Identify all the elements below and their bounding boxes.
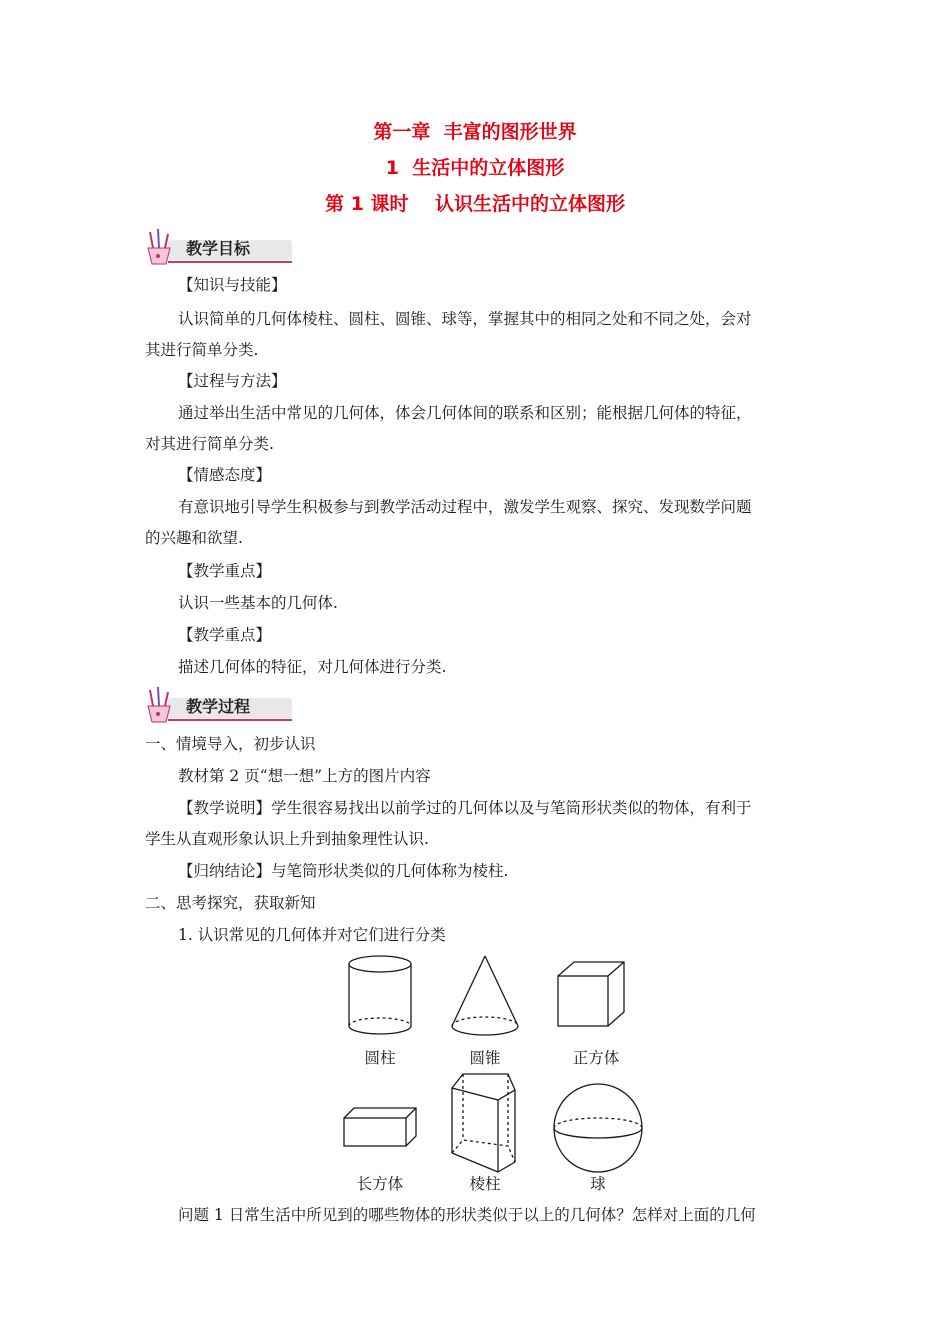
key2-text: 描述几何体的特征，对几何体进行分类.	[178, 658, 447, 676]
key2-heading: 【教学重点】	[178, 626, 272, 644]
section1-conclusion: 【归纳结论】与笔筒形状类似的几何体称为棱柱.	[178, 862, 509, 880]
section2-heading: 二、思考探究，获取新知	[145, 894, 316, 912]
method-heading: 【过程与方法】	[178, 372, 287, 390]
method-text-1: 通过举出生活中常见的几何体，体会几何体间的联系和区别；能根据几何体的特征，	[178, 404, 752, 422]
key-heading: 【教学重点】	[178, 562, 272, 580]
title-block	[0, 114, 950, 222]
solids-figure	[330, 950, 660, 1200]
cylinder-shape	[349, 956, 411, 1034]
prism-label: 棱柱	[469, 1175, 501, 1193]
process-banner-label: 教学过程	[186, 697, 251, 716]
question-1: 问题 1 日常生活中所见到的哪些物体的形状类似于以上的几何体？怎样对上面的几何	[178, 1206, 756, 1224]
section-title: 1 生活中的立体图形	[385, 157, 565, 179]
chapter-title: 第一章 丰富的图形世界	[373, 121, 577, 143]
emotion-text-2: 的兴趣和欲望.	[145, 529, 243, 547]
section1-note-1: 【教学说明】学生很容易找出以前学过的几何体以及与笔筒形状类似的物体，有利于	[178, 799, 752, 817]
sphere-shape	[554, 1084, 642, 1172]
lesson-title: 第 1 课时 认识生活中的立体图形	[325, 193, 625, 215]
section1-note-2: 学生从直观形象认识上升到抽象理性认识.	[145, 830, 429, 848]
prism-shape	[452, 1074, 515, 1172]
key-text: 认识一些基本的几何体.	[178, 594, 338, 612]
method-text-2: 对其进行简单分类.	[145, 435, 274, 453]
cone-shape	[452, 956, 518, 1035]
section1-heading: 一、情境导入，初步认识	[145, 735, 316, 753]
cuboid-label: 长方体	[356, 1175, 404, 1193]
solids-drawing	[330, 950, 660, 1200]
emotion-heading: 【情感态度】	[178, 466, 272, 484]
goals-banner	[140, 226, 300, 268]
cuboid-shape	[344, 1108, 416, 1146]
section1-text: 教材第 2 页“想一想”上方的图片内容	[178, 767, 431, 785]
section2-text: 1. 认识常见的几何体并对它们进行分类	[178, 926, 446, 944]
cube-label: 正方体	[572, 1049, 620, 1067]
knowledge-heading: 【知识与技能】	[178, 276, 287, 294]
goals-banner-label: 教学目标	[186, 239, 251, 258]
emotion-text-1: 有意识地引导学生积极参与到教学活动过程中，激发学生观察、探究、发现数学问题	[178, 498, 752, 516]
cone-label: 圆锥	[469, 1049, 501, 1067]
sphere-label: 球	[590, 1175, 606, 1193]
knowledge-text-1: 认识简单的几何体棱柱、圆柱、圆锥、球等，掌握其中的相同之处和不同之处，会对	[178, 310, 752, 328]
process-banner	[140, 684, 300, 726]
cylinder-label: 圆柱	[364, 1049, 396, 1067]
knowledge-text-2: 其进行简单分类.	[145, 341, 259, 359]
cube-shape	[558, 962, 624, 1026]
